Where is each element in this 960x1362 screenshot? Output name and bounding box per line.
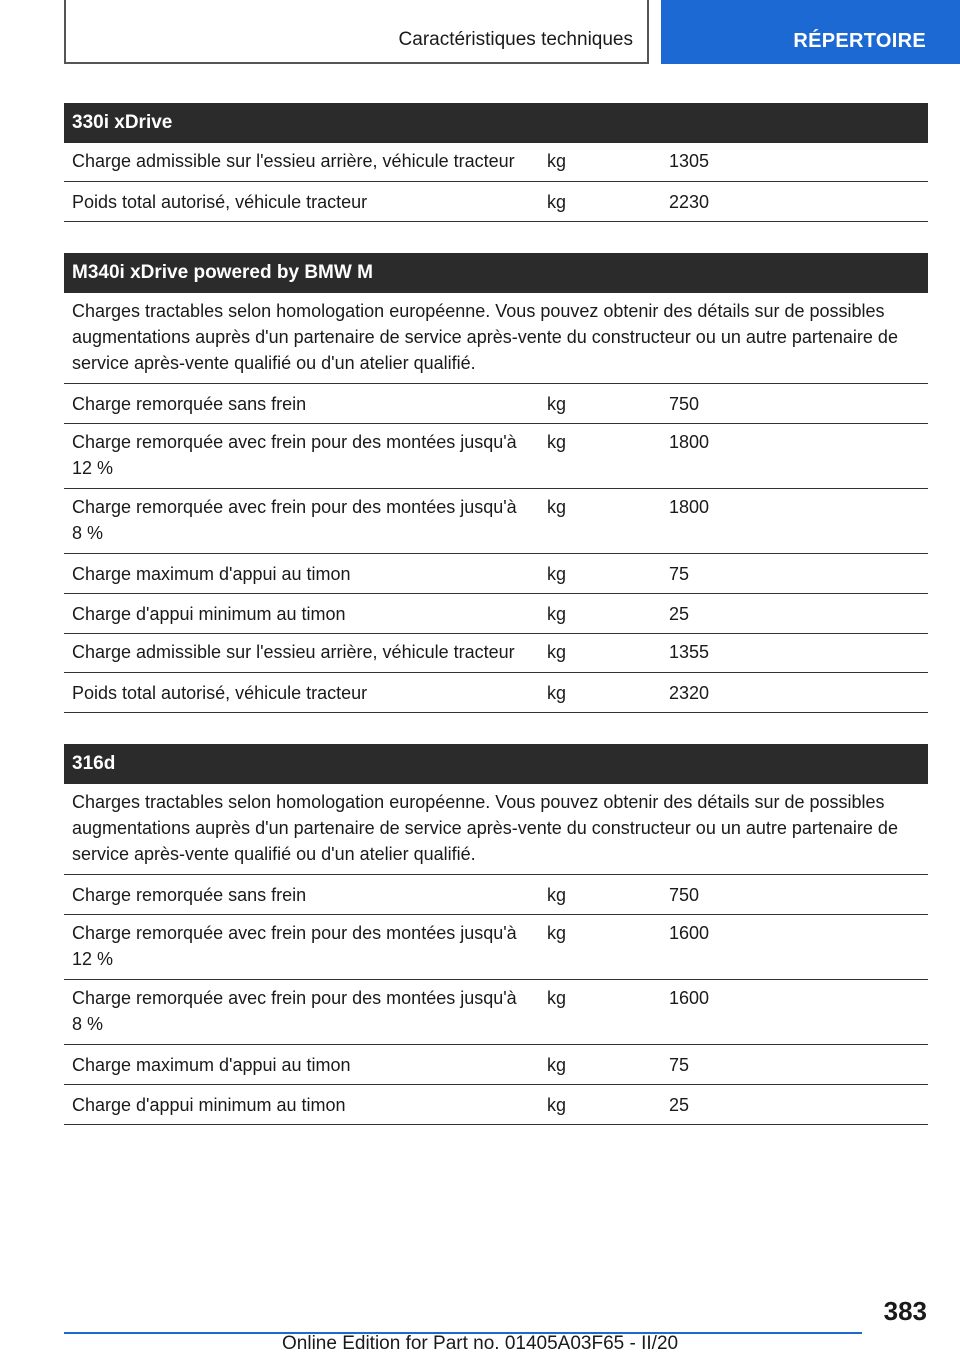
row-value: 1600 bbox=[669, 988, 710, 1008]
table-row bbox=[64, 634, 928, 673]
table-row bbox=[64, 1045, 928, 1085]
table-row bbox=[64, 915, 928, 980]
header-section-tab[interactable] bbox=[64, 0, 649, 64]
row-unit: kg bbox=[547, 604, 567, 624]
section-title: 316d bbox=[64, 744, 928, 784]
row-value: 75 bbox=[669, 564, 690, 584]
section-note: Charges tractables selon homologation européenne. Vous pouvez obtenir des détails sur de possibles augmentations auprès d'un partenaire de service après-vente du constructeur ou un autre partenaire de service après-vente qualifié ou d'un atelier qualifié. bbox=[64, 293, 928, 384]
row-label: Charge remorquée avec frein pour des montées jusqu'à 12 % bbox=[72, 923, 517, 969]
table-row bbox=[64, 424, 928, 489]
section-title: 330i xDrive bbox=[64, 103, 928, 143]
row-value: 25 bbox=[669, 604, 690, 624]
table-row bbox=[64, 384, 928, 424]
row-unit: kg bbox=[547, 432, 567, 452]
index-label: RÉPERTOIRE bbox=[793, 29, 926, 52]
row-value: 1800 bbox=[669, 432, 710, 452]
spec-content bbox=[64, 103, 928, 1156]
row-label: Charge remorquée avec frein pour des montées jusqu'à 12 % bbox=[72, 432, 517, 478]
row-unit: kg bbox=[547, 394, 567, 414]
spec-section-330i bbox=[64, 103, 928, 222]
row-label: Charge remorquée avec frein pour des montées jusqu'à 8 % bbox=[72, 497, 517, 543]
page-number: 383 bbox=[883, 1296, 927, 1326]
row-value: 750 bbox=[669, 885, 700, 905]
row-label: Charge remorquée sans frein bbox=[72, 885, 307, 905]
row-value: 1305 bbox=[669, 151, 710, 171]
row-unit: kg bbox=[547, 564, 567, 584]
row-label: Charge maximum d'appui au timon bbox=[72, 1055, 351, 1075]
row-label: Charge maximum d'appui au timon bbox=[72, 564, 351, 584]
row-value: 2230 bbox=[669, 192, 710, 212]
table-row bbox=[64, 673, 928, 713]
header-section-title: Caractéristiques techniques bbox=[398, 29, 633, 50]
section-title: M340i xDrive powered by BMW M bbox=[64, 253, 928, 293]
table-row bbox=[64, 594, 928, 634]
edition-note: Online Edition for Part no. 01405A03F65 - II/20 bbox=[282, 1333, 679, 1354]
row-unit: kg bbox=[547, 683, 567, 703]
row-unit: kg bbox=[547, 642, 567, 662]
table-row bbox=[64, 1085, 928, 1125]
row-label: Charge remorquée avec frein pour des montées jusqu'à 8 % bbox=[72, 988, 517, 1034]
row-unit: kg bbox=[547, 988, 567, 1008]
row-unit: kg bbox=[547, 1055, 567, 1075]
table-row bbox=[64, 980, 928, 1045]
row-unit: kg bbox=[547, 923, 567, 943]
row-value: 750 bbox=[669, 394, 700, 414]
row-unit: kg bbox=[547, 1095, 567, 1115]
row-label: Charge remorquée sans frein bbox=[72, 394, 307, 414]
table-row bbox=[64, 875, 928, 915]
row-label: Poids total autorisé, véhicule tracteur bbox=[72, 683, 368, 703]
row-unit: kg bbox=[547, 885, 567, 905]
row-unit: kg bbox=[547, 497, 567, 517]
table-row bbox=[64, 489, 928, 554]
table-row bbox=[64, 554, 928, 594]
table-row bbox=[64, 182, 928, 222]
row-label: Charge admissible sur l'essieu arrière, véhicule tracteur bbox=[72, 151, 515, 171]
row-value: 25 bbox=[669, 1095, 690, 1115]
row-value: 1355 bbox=[669, 642, 710, 662]
spec-section-316d bbox=[64, 744, 928, 1125]
row-value: 1800 bbox=[669, 497, 710, 517]
spec-section-m340i bbox=[64, 253, 928, 713]
row-value: 1600 bbox=[669, 923, 710, 943]
table-row bbox=[64, 143, 928, 182]
section-note: Charges tractables selon homologation européenne. Vous pouvez obtenir des détails sur de possibles augmentations auprès d'un partenaire de service après-vente du constructeur ou un autre partenaire de service après-vente qualifié ou d'un atelier qualifié. bbox=[64, 784, 928, 875]
row-label: Charge d'appui minimum au timon bbox=[72, 604, 346, 624]
index-tab[interactable] bbox=[661, 0, 960, 64]
row-value: 2320 bbox=[669, 683, 710, 703]
row-label: Charge admissible sur l'essieu arrière, véhicule tracteur bbox=[72, 642, 515, 662]
row-label: Poids total autorisé, véhicule tracteur bbox=[72, 192, 368, 212]
row-label: Charge d'appui minimum au timon bbox=[72, 1095, 346, 1115]
row-value: 75 bbox=[669, 1055, 690, 1075]
row-unit: kg bbox=[547, 151, 567, 171]
row-unit: kg bbox=[547, 192, 567, 212]
